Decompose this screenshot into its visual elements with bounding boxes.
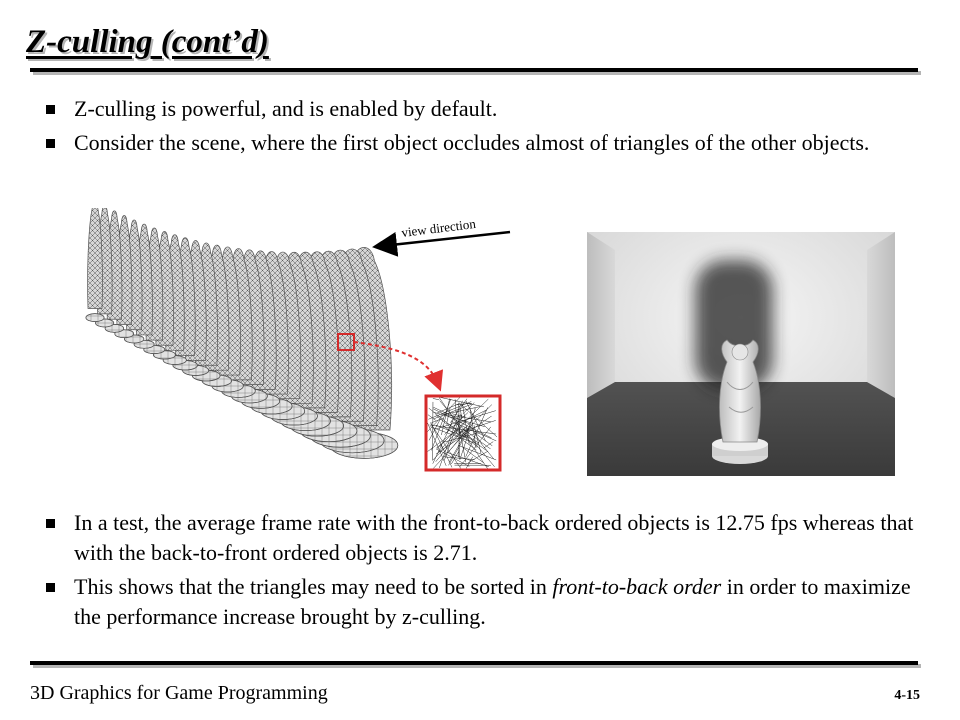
bullet-text: in order to maximize the performance increase brought by z-culling. <box>74 574 911 629</box>
wireframe-statues-figure <box>60 208 530 478</box>
bullet-square-icon <box>46 519 55 528</box>
bullet-item <box>40 508 920 568</box>
bullet-item <box>40 572 920 632</box>
title-divider <box>30 68 918 72</box>
rendered-scene-figure <box>587 232 895 476</box>
emphasized-text: front-to-back order <box>552 574 722 599</box>
bullet-item <box>40 94 920 124</box>
bullet-text: This shows that the triangles may need to be sorted in <box>74 574 553 599</box>
bullet-text: Consider the scene, where the first object occludes almost of triangles of the other objects. <box>74 130 870 155</box>
zoomed-wireframe-inset <box>426 396 500 470</box>
bullet-square-icon <box>46 105 55 114</box>
bullet-text: In a test, the average frame rate with the front-to-back ordered objects is 12.75 fps whereas that with the back-to-front ordered objects is 2.71. <box>74 510 914 565</box>
bullet-square-icon <box>46 139 55 148</box>
slide-number: 4-15 <box>894 688 920 703</box>
right-wall <box>867 232 895 398</box>
slide-title: Z-culling (cont’d) <box>26 24 269 60</box>
footer-course-title: 3D Graphics for Game Programming <box>30 682 328 704</box>
bullet-item <box>40 128 920 158</box>
bottom-bullet-list <box>40 508 920 636</box>
bullet-square-icon <box>46 583 55 592</box>
left-wall <box>587 232 615 398</box>
bullet-text: Z-culling is powerful, and is enabled by default. <box>74 96 498 121</box>
top-bullet-list <box>40 94 920 162</box>
footer-divider <box>30 661 918 665</box>
view-direction-label: view direction <box>400 215 477 240</box>
